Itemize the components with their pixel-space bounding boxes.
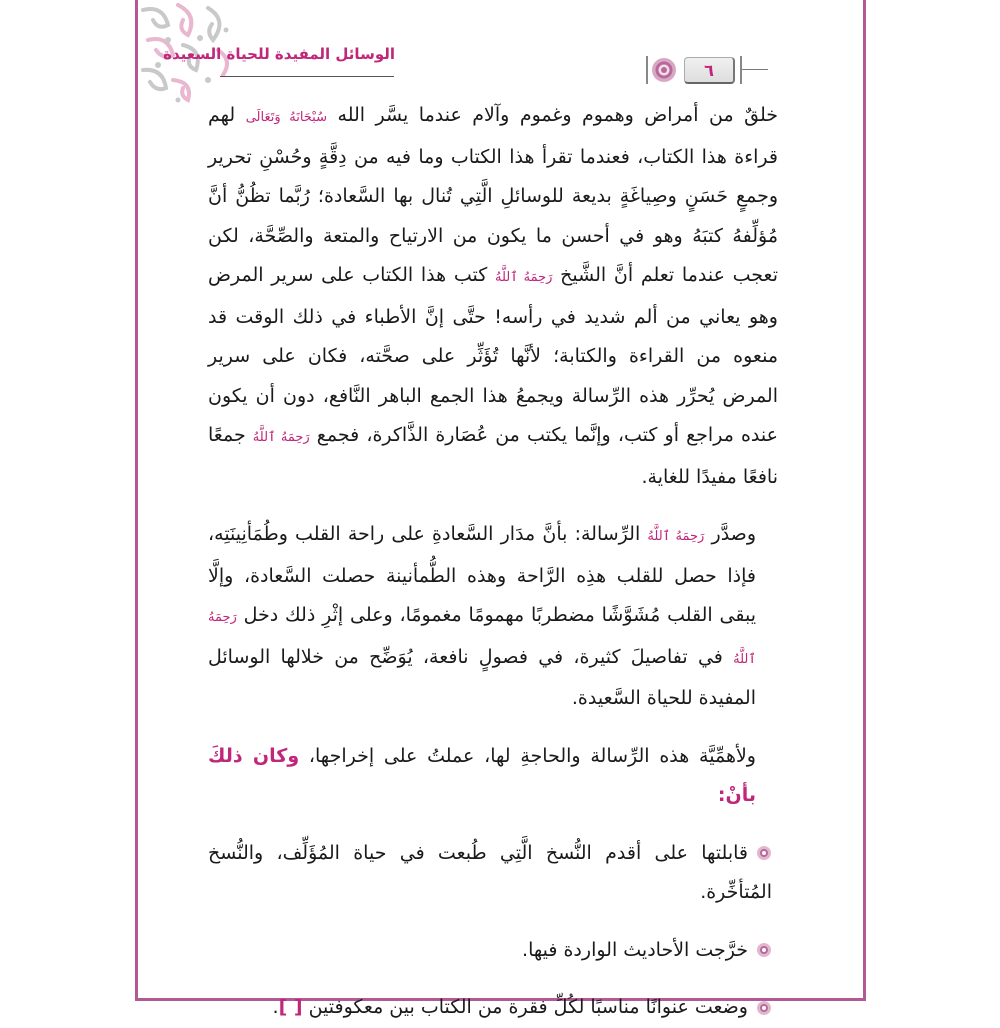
- page-number-divider: [646, 56, 648, 84]
- text-span: وصدَّر: [711, 523, 756, 545]
- list-item-text: وضعت عنوانًا مناسبًا لكُلِّ فقرة من الكتاب بين معكوفتين: [308, 996, 748, 1018]
- flower-bullet-icon: [756, 942, 772, 958]
- page-number-tick: [740, 56, 742, 84]
- text-span: خلقٌ من أمراض وهموم وغموم وآلام عندما يسَّر الله: [337, 104, 778, 126]
- honorific: رَحِمَهُ ٱللَّهُ: [208, 610, 756, 667]
- running-title-underline: [220, 76, 394, 77]
- honorific: رَحِمَهُ ٱللَّهُ: [252, 430, 310, 445]
- list-item: [208, 931, 778, 971]
- flower-rosette-icon: [651, 57, 677, 83]
- emphasis-text: وكان ذلكَ بأنْ:: [208, 744, 756, 806]
- honorific: رَحِمَهُ ٱللَّهُ: [495, 270, 553, 285]
- text-span: الرِّسالة: بأنَّ مدَار السَّعادةِ على راحة القلب وطُمَأنِينَتِه، فإذا حصل للقلب هذِه الرَّاحة وهذه الطُّمأنينة حصلت السَّعادة، وإلَّا يبقى القلب مُشَوَّشًا مضطربًا مهمومًا مغمومًا، وعلى إثْرِ ذلك دخل: [208, 523, 756, 626]
- list-item-text: خرَّجت الأحاديث الواردة فيها.: [522, 938, 748, 961]
- list-item: [208, 834, 778, 913]
- list-item: [208, 988, 778, 1028]
- running-title: الوسائل المفيدة للحياة السعيدة: [163, 45, 395, 63]
- text-span: في تفاصيلَ كثيرة، في فصولٍ نافعة، يُوَضِّح من خلالها الوسائل المفيدة للحياة السَّعيدة.: [208, 645, 756, 709]
- list-item-text: قابلتها على أقدم النُّسخ الَّتِي طُبعت في حياة المُؤَلِّف، والنُّسخ المُتأخِّرة.: [208, 841, 772, 903]
- page-number: ٦: [684, 57, 735, 84]
- honorific: رَحِمَهُ ٱللَّهُ: [647, 529, 705, 544]
- page-number-rule: [742, 69, 768, 70]
- honorific: سُبْحَانَهُ وَتَعَالَى: [245, 110, 327, 125]
- paragraph-3: [208, 737, 778, 816]
- text-span: جمعًا نافعًا مفيدًا للغاية.: [208, 424, 778, 488]
- body-text: [208, 96, 778, 1028]
- paragraph-1: [208, 96, 778, 497]
- square-brackets: [ ]: [278, 996, 303, 1018]
- text-span: كتب هذا الكتاب على سرير المرض وهو يعاني من ألم شديد في رأسه! حتَّى إنَّ الأطباء في ذلك الوقت قد منعوه من القراءة والكتابة؛ لأنَّها تُؤَثِّر على صحَّته، فكان على سرير المرض يُحرِّر هذه الرِّسالة ويجمعُ هذا الجمع الباهر النَّافع، دون أن يكون عنده مراجع أو كتب، وإنَّما يكتب من عُصَارة الذَّاكرة، فجمع: [208, 264, 778, 446]
- flower-bullet-icon: [756, 845, 772, 861]
- flower-bullet-icon: [756, 1000, 772, 1016]
- list-item-end: .: [272, 996, 279, 1018]
- text-span: لهم قراءة هذا الكتاب، فعندما تقرأ هذا الكتاب وما فيه من دِقَّةٍ وحُسْنِ تحرير وجمعٍ حَسَنٍ وصِياغَةٍ بديعة للوسائلِ الَّتِي تُنال بها السَّعادة؛ رُبَّما تظُنُّ أنَّ مُؤلِّفهُ كتبَهُ وهو في أحسن ما يكون من الارتياح والمتعة والصِّحَّة، لكن تعجب عندما تعلم أنَّ الشَّيخ: [208, 104, 778, 286]
- paragraph-2: [208, 515, 778, 719]
- text-span: ولأهمِّيَّة هذه الرِّسالة والحاجةِ لها، عملتُ على إخراجها،: [308, 744, 756, 767]
